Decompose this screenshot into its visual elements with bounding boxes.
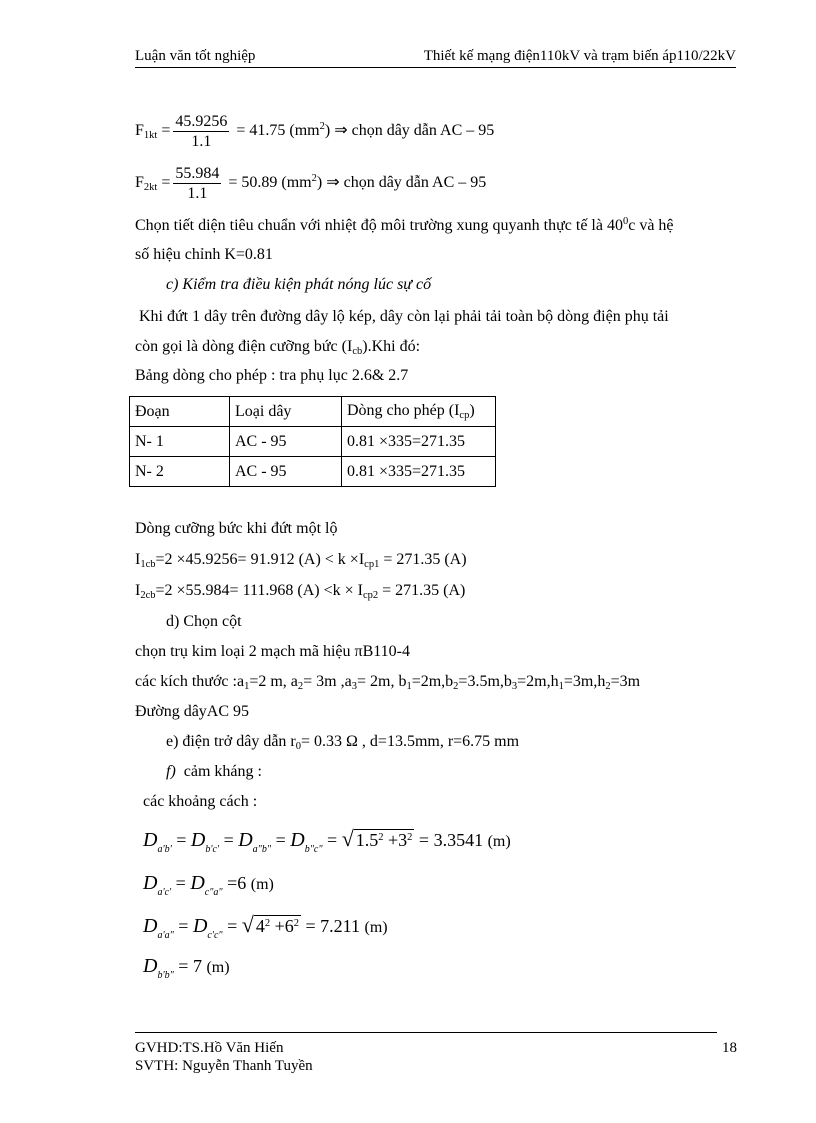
table-cell: 0.81 ×335=271.35 bbox=[342, 427, 496, 457]
para2-line1: Khi đứt 1 dây trên đường dây lộ kép, dây còn lại phải tải toàn bộ dòng điện phụ tải bbox=[139, 308, 669, 325]
distance-equation-2: $D_{a'c'} = D_{c"a"} =6$ (m) bbox=[143, 872, 274, 898]
table-cell: 0.81 ×335=271.35 bbox=[342, 457, 496, 487]
footer-gvhd: GVHD:TS.Hồ Văn Hiến bbox=[135, 1040, 284, 1056]
table-row bbox=[130, 457, 496, 487]
table-cell: N- 1 bbox=[130, 427, 230, 457]
table-cell: N- 2 bbox=[130, 457, 230, 487]
section-c-heading: c) Kiểm tra điều kiện phát nóng lúc sự cố bbox=[166, 276, 432, 293]
forced-current-i1: $I_{1cb}=2 \times 45.9256= 91.912$ $(A) < k \times I_{cp1} = 271.35$ (A) bbox=[135, 551, 467, 570]
footer-rule bbox=[135, 1032, 717, 1033]
column-dimensions-line: các kích thước $:a_1=2$ m, $a_2= 3m$ $,a_3= 2m$, $b_1=2m,b_2=3.5m,b_3=2m,h_1=3m,h_2=3m$ bbox=[135, 673, 641, 692]
page-number: 18 bbox=[722, 1040, 737, 1056]
section-e-resistance: e) điện trở dây dẫn $r_0= 0.33$ Ω , d=13.5mm, r=6.75 mm bbox=[166, 733, 520, 752]
forced-current-i2: $I_{2cb}=2 \times 55.984= 111.968$ $(A) <k \times I_{cp2} = 271.35$ (A) bbox=[135, 582, 466, 601]
header-right: Thiết kế mạng điện110kV và trạm biến áp110/22kV bbox=[423, 48, 736, 64]
distance-equation-1: $D_{a'b'} = D_{b'c'} = D_{a"b"} = D_{b"c"}$ = √ $1.5^2 +3^2 = 3.3541$ (m) bbox=[143, 826, 511, 855]
para1-line1: Chọn tiết diện tiêu chuẩn với nhiệt độ môi trường xung quyanh thực tế là $40^0c$ và hệ bbox=[135, 216, 674, 234]
table-cell: AC - 95 bbox=[230, 427, 342, 457]
formula-f2: $F_{2kt}$ = $\frac{55.984}{1.1}$ = 50.89 $(mm^2)$ ⇒ chọn dây dẫn AC – 95 bbox=[135, 165, 487, 202]
para1-line2: số hiệu chỉnh K=0.81 bbox=[135, 246, 273, 263]
table-header-cell: Dòng cho phép $(I_{cp})$ bbox=[342, 397, 496, 427]
allowed-current-table bbox=[129, 396, 496, 487]
para2-line3: Bảng dòng cho phép : tra phụ lục 2.6& 2.7 bbox=[135, 367, 409, 384]
table-header-row bbox=[130, 397, 496, 427]
section-d-heading: d) Chọn cột bbox=[166, 613, 242, 630]
header-rule bbox=[135, 67, 736, 68]
table-header-cell: Loại dây bbox=[230, 397, 342, 427]
para2-line2: còn gọi là dòng điện cưỡng bức $(I_{cb}).Khi$ đó: bbox=[135, 338, 421, 357]
table-row bbox=[130, 427, 496, 457]
footer-svth: SVTH: Nguyễn Thanh Tuyền bbox=[135, 1058, 313, 1074]
distances-label: các khoảng cách : bbox=[143, 793, 258, 810]
table-cell: AC - 95 bbox=[230, 457, 342, 487]
line-conductor: Đường dâyAC 95 bbox=[135, 703, 250, 720]
forced-current-title: Dòng cưỡng bức khi đứt một lộ bbox=[135, 520, 338, 537]
header-left: Luận văn tốt nghiệp bbox=[135, 48, 256, 64]
column-type-line: chọn trụ kim loại 2 mạch mã hiệu πB110-4 bbox=[135, 643, 410, 660]
table-header-cell: Đoạn bbox=[130, 397, 230, 427]
formula-f1: $F_{1kt}$ = $\frac{45.9256}{1.1}$ = 41.75 $(mm^2)$ ⇒ chọn dây dẫn AC – 95 bbox=[135, 113, 495, 150]
section-f-heading: f) cảm kháng : bbox=[166, 763, 262, 780]
distance-equation-3: $D_{a'a"} = D_{c'c"}$ = √ $4^2 +6^2 = 7.211$ (m) bbox=[143, 912, 388, 941]
distance-equation-4: $D_{b'b"} = 7$ (m) bbox=[143, 955, 230, 981]
